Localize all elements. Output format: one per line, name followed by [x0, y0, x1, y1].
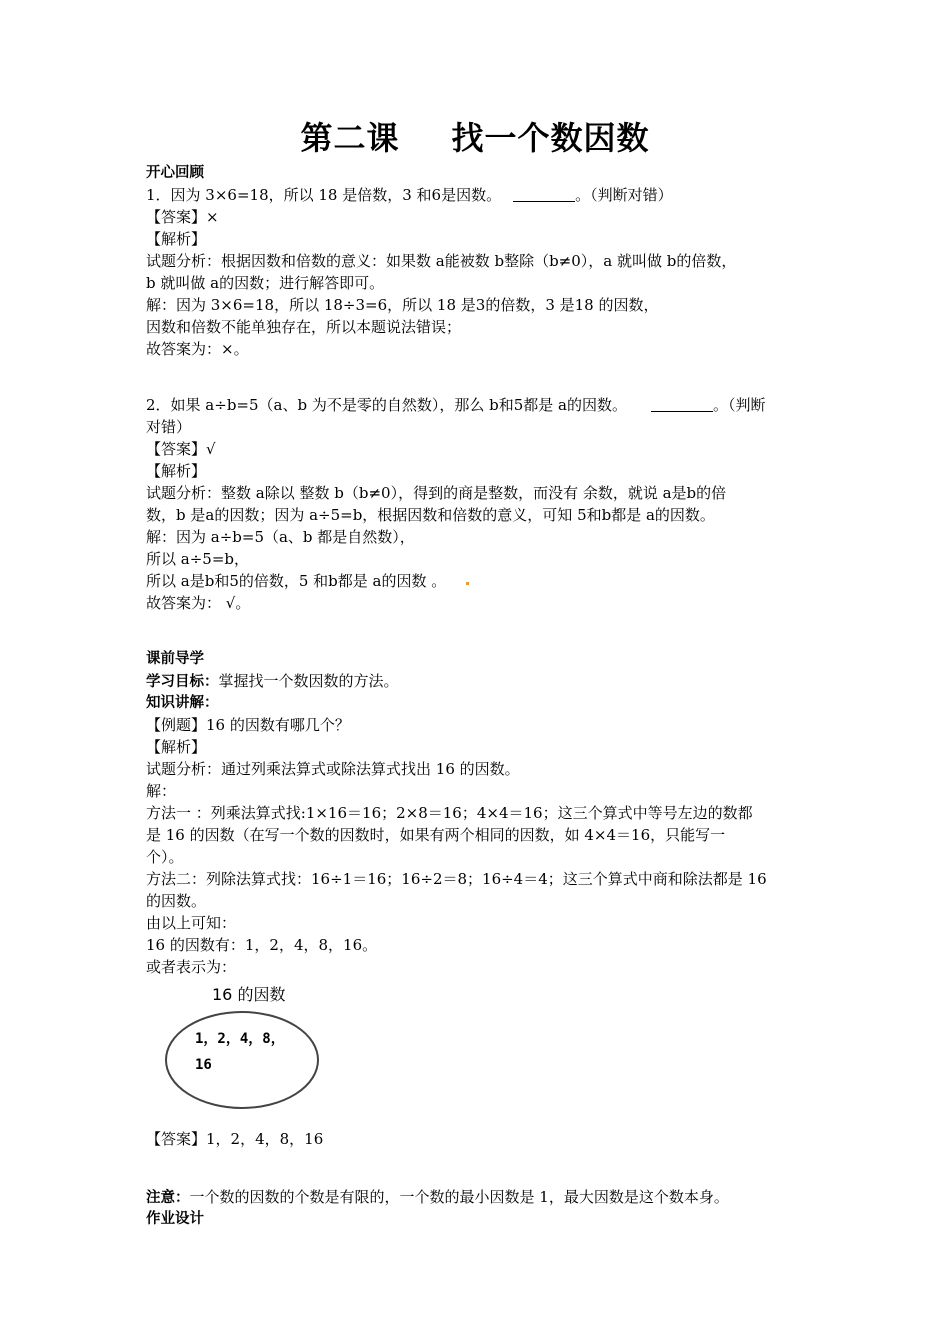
learning-goal: 学习目标：掌握找一个数因数的方法。 [146, 672, 399, 690]
example-line: 是 16 的因数（在写一个数的因数时，如果有两个相同的因数，如 4×4＝16，只能写一 [146, 826, 726, 844]
title-part1: 第二课 [300, 119, 400, 157]
example-line: 个）。 [146, 848, 184, 866]
answer-blank [513, 185, 575, 202]
page-title [0, 114, 950, 162]
figure-label: 16 的因数 [212, 985, 286, 1004]
q2-line: 试题分析：整数 a除以 整数 b（b≠0），得到的商是整数，而没有 余数，就说 a是b的倍 [146, 484, 727, 502]
example-line: 解： [146, 782, 177, 800]
q2-answer: 【答案】√ [146, 440, 216, 458]
answer-blank [651, 395, 713, 412]
q2-line: 所以 a÷5=b， [146, 550, 249, 568]
example-line: 的因数。 [146, 892, 207, 910]
note: 注意：一个数的因数的个数是有限的，一个数的最小因数是 1，最大因数是这个数本身。 [146, 1188, 729, 1206]
q2-line: 解：因为 a÷b=5（a、b 都是自然数）， [146, 528, 415, 546]
q1-analysis-label: 【解析】 [146, 230, 207, 248]
example-answer: 【答案】1，2，4，8，16 [146, 1130, 324, 1148]
factors-figure [162, 984, 342, 1120]
example-analysis-label: 【解析】 [146, 738, 207, 756]
q2-analysis-label: 【解析】 [146, 462, 207, 480]
review-heading: 开心回顾 [146, 165, 204, 181]
example-line: 方法二：列除法算式找：16÷1＝16；16÷2＝8；16÷4＝4；这三个算式中商和除法都是 16 [146, 870, 767, 888]
stray-dot [466, 582, 469, 585]
example-line: 方法一 ：列乘法算式找:1×16＝16；2×8＝16；4×4＝16；这三个算式中等号左边的数都 [146, 804, 753, 822]
example-line: 由以上可知： [146, 914, 237, 932]
example-line: 或者表示为： [146, 958, 237, 976]
document-body [146, 162, 814, 1230]
q2-question: 2．如果 a÷b=5（a、b 为不是零的自然数），那么 b和5都是 a的因数。 。（判断 [146, 396, 766, 414]
homework-heading: 作业设计 [146, 1211, 204, 1227]
example-question: 【例题】16 的因数有哪几个？ [146, 716, 350, 734]
knowledge-label: 知识讲解： [146, 695, 219, 711]
figure-line1: 1，2，4，8， [195, 1031, 285, 1047]
q2-line: 所以 a是b和5的倍数，5 和b都是 a的因数 。 [146, 570, 814, 592]
q1-line: 故答案为：×。 [146, 340, 249, 358]
q1-question: 1．因为 3×6=18，所以 18 是倍数，3 和6是因数。 。（判断对错） [146, 186, 673, 204]
q1-line: 解：因为 3×6=18，所以 18÷3=6，所以 18 是3的倍数，3 是18 的因数， [146, 296, 659, 314]
q1-answer: 【答案】× [146, 208, 219, 226]
q2-question-cont: 对错） [146, 418, 192, 436]
q2-line: 故答案为： √。 [146, 594, 251, 612]
example-line: 试题分析：通过列乘法算式或除法算式找出 16 的因数。 [146, 760, 520, 778]
preview-heading: 课前导学 [146, 651, 204, 667]
q1-line: 试题分析：根据因数和倍数的意义：如果数 a能被数 b整除（b≠0），a 就叫做 b的倍数， [146, 252, 737, 270]
q1-line: b 就叫做 a的因数；进行解答即可。 [146, 274, 385, 292]
example-line: 16 的因数有：1，2，4，8，16。 [146, 936, 378, 954]
title-part2: 找一个数因数 [451, 119, 650, 157]
q1-line: 因数和倍数不能单独存在，所以本题说法错误； [146, 318, 462, 336]
figure-line2: 16 [195, 1057, 212, 1073]
q2-line: 数，b 是a的因数；因为 a÷5=b，根据因数和倍数的意义，可知 5和b都是 a的因数。 [146, 506, 715, 524]
factor-ellipse [162, 1006, 342, 1118]
